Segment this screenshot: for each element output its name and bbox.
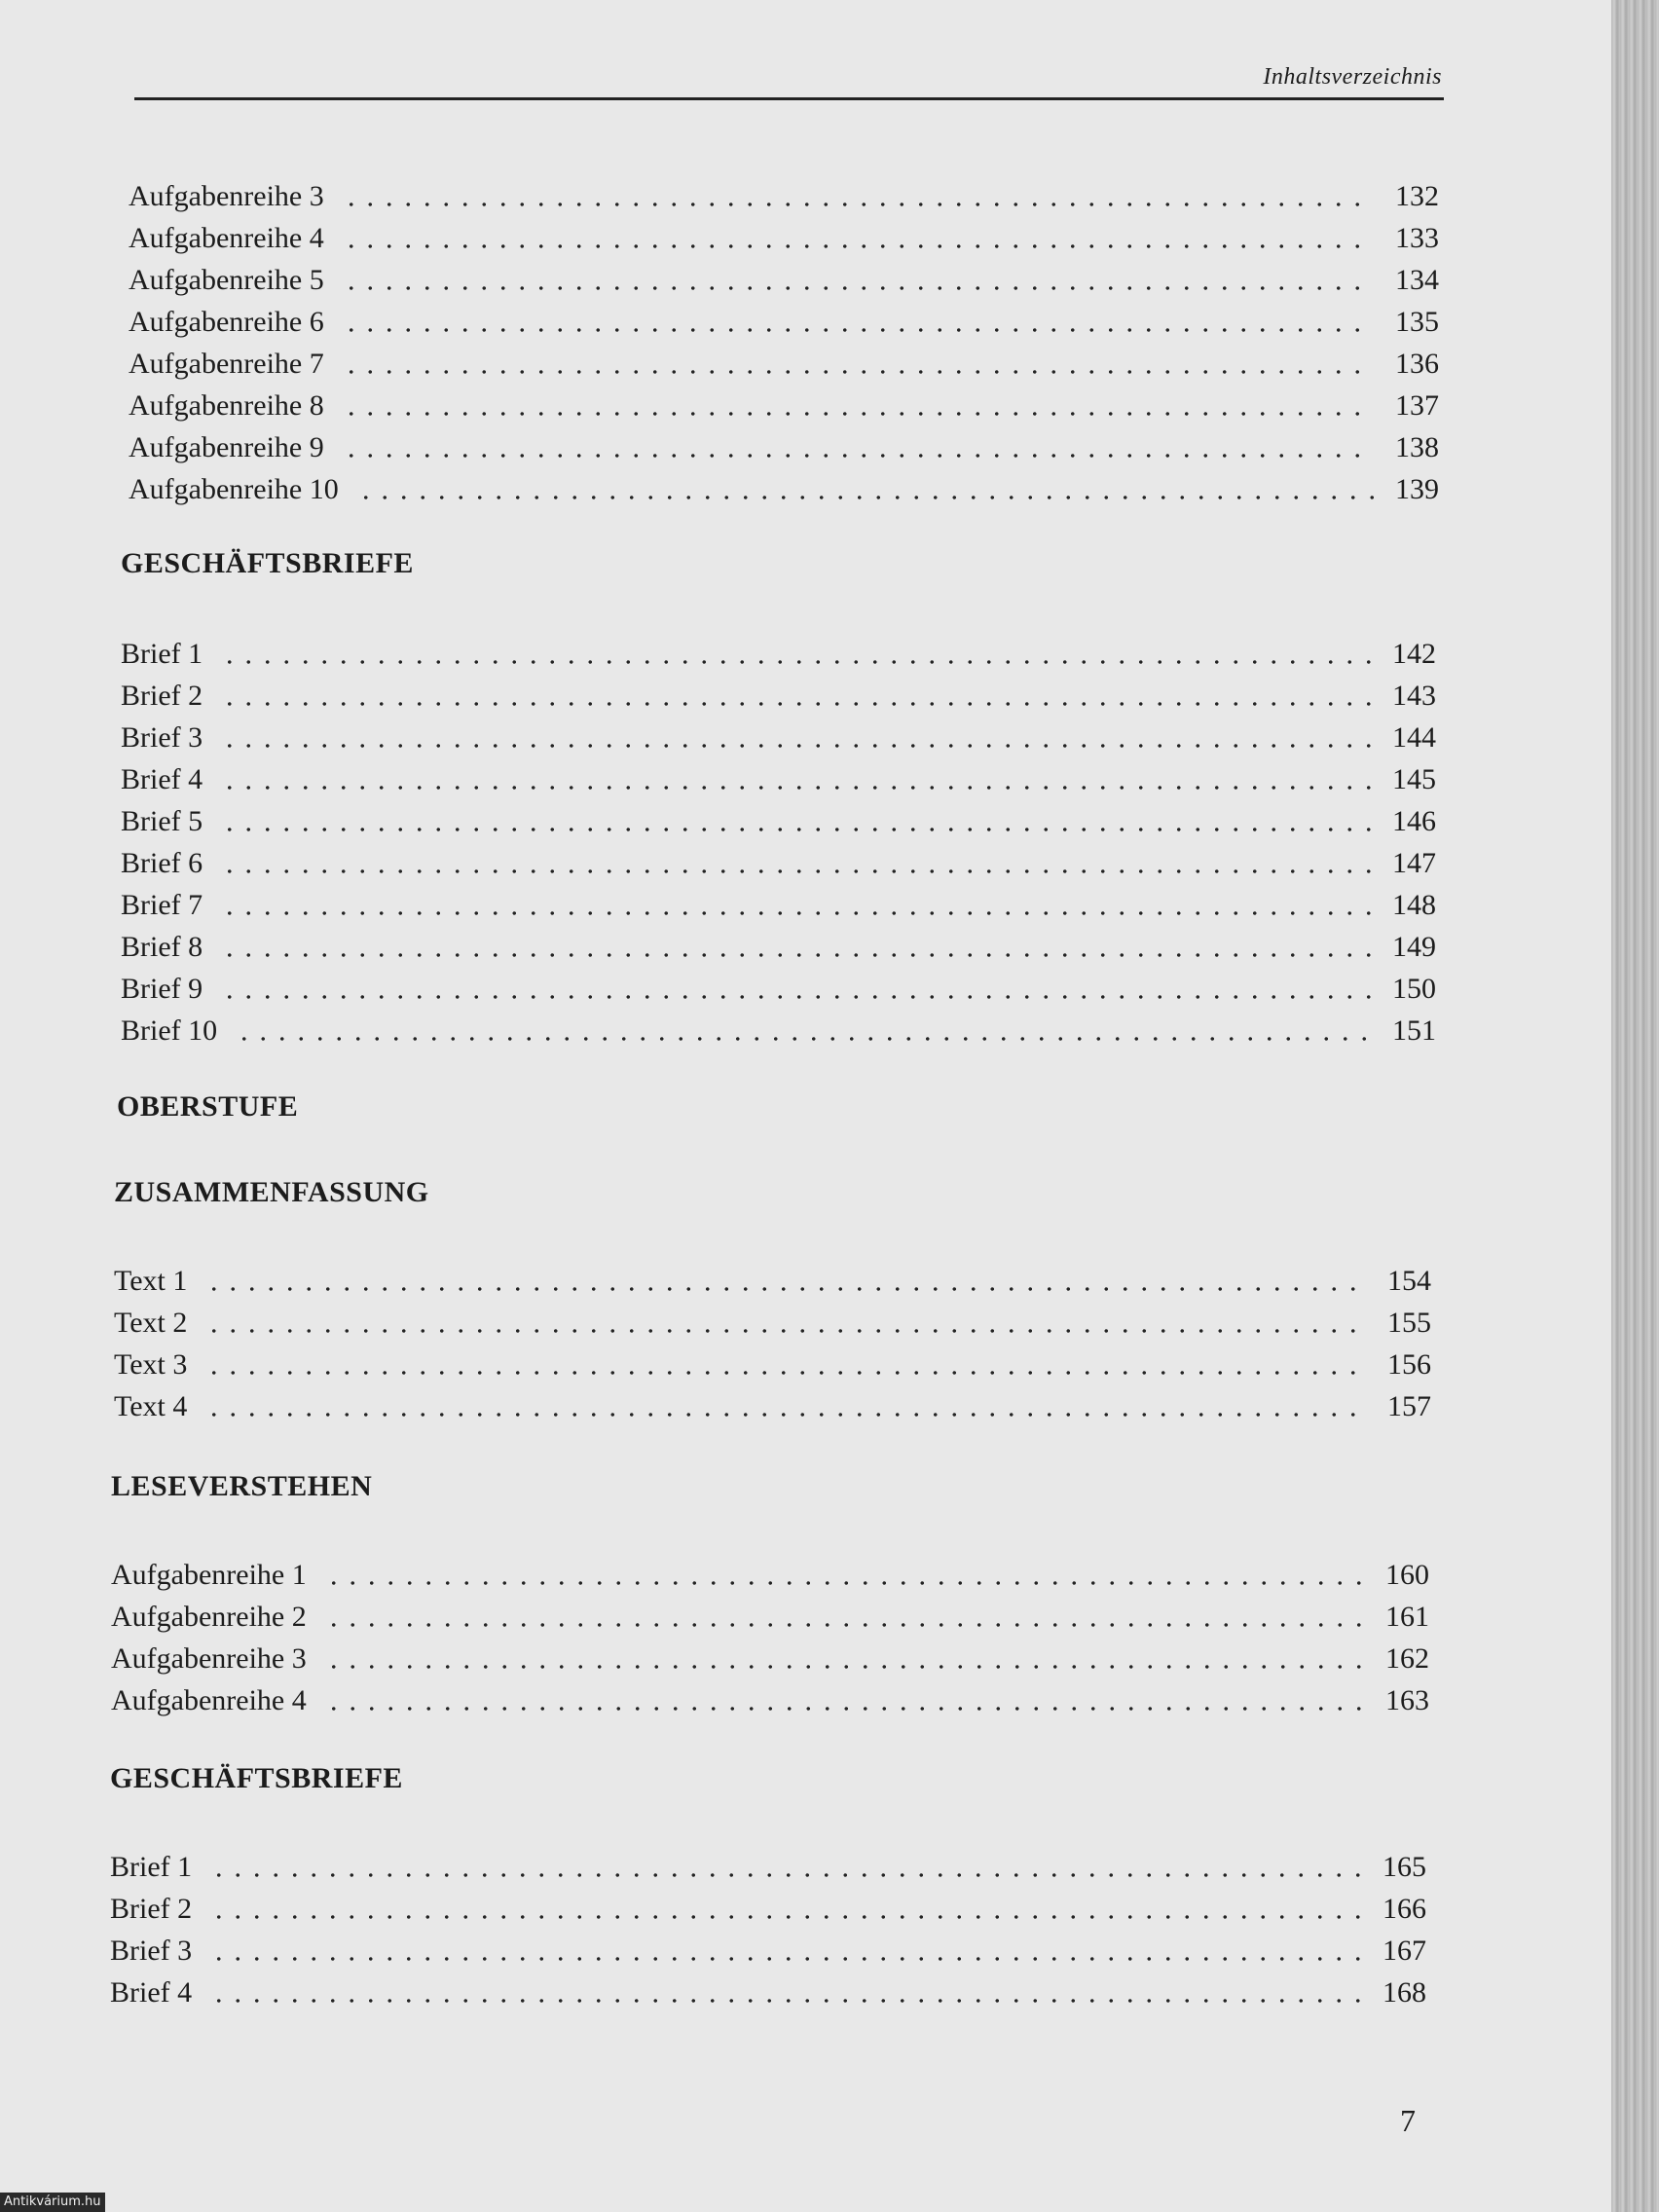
section-heading: GESCHÄFTSBRIEFE [110,1762,403,1794]
dot-leader [204,1371,1367,1375]
toc-entry-page: 167 [1382,1935,1426,1967]
toc-entry-page: 149 [1392,931,1436,963]
toc-entry-label: Brief 4 [110,1976,193,2009]
dot-leader [220,911,1372,915]
toc-entry-page: 145 [1392,763,1436,795]
toc-entry [110,1846,1426,1889]
toc-entry [111,1638,1429,1680]
toc-entry-label: Aufgabenreihe 4 [111,1684,307,1716]
toc-entry [121,968,1436,1011]
toc-entry [121,675,1436,718]
toc-entry-label: Brief 7 [121,889,203,921]
dot-leader [342,412,1375,416]
dot-leader [235,1037,1372,1041]
toc-entry-page: 146 [1392,805,1436,837]
toc-entry-label: Brief 8 [121,931,203,963]
toc-entry [114,1385,1431,1428]
toc-entry [121,717,1436,759]
toc-entry-label: Aufgabenreihe 3 [111,1642,307,1675]
page-edge [1611,0,1659,2212]
toc-entry [129,217,1439,260]
toc-entry-page: 136 [1395,348,1439,380]
toc-entry-label: Brief 6 [121,847,203,879]
toc-entry [121,884,1436,927]
toc-entry [114,1344,1431,1386]
toc-entry [111,1554,1429,1597]
toc-entry-page: 143 [1392,680,1436,712]
header-title: Inhaltsverzeichnis [1263,64,1442,90]
toc-entry-page: 135 [1395,306,1439,338]
dot-leader [220,744,1372,748]
toc-entry-page: 160 [1385,1559,1429,1591]
toc-entry-page: 134 [1395,264,1439,296]
toc-entry-page: 161 [1385,1601,1429,1633]
dot-leader [209,1957,1362,1961]
dot-leader [342,370,1375,374]
toc-entry-label: Aufgabenreihe 10 [129,473,339,505]
dot-leader [342,328,1375,332]
toc-entry-page: 138 [1395,431,1439,463]
toc-entry [111,1679,1429,1722]
toc-entry-page: 142 [1392,638,1436,670]
toc-entry [121,758,1436,801]
toc-entry [129,301,1439,344]
dot-leader [220,786,1372,790]
toc-entry-label: Brief 4 [121,763,203,795]
toc-entry-page: 166 [1382,1893,1426,1925]
toc-entry-page: 132 [1395,180,1439,212]
toc-entry-label: Brief 3 [121,721,203,754]
toc-entry [110,1972,1426,2014]
dot-leader [342,203,1375,206]
dot-leader [324,1707,1365,1711]
toc-entry-page: 133 [1395,222,1439,254]
toc-entry [114,1302,1431,1345]
dot-leader [204,1329,1367,1333]
toc-entry [129,385,1439,427]
watermark-label: Antikvárium.hu [0,2193,105,2212]
page-number: 7 [1400,2103,1416,2138]
toc-entry-page: 148 [1392,889,1436,921]
toc-entry [129,175,1439,218]
toc-entry-label: Brief 2 [110,1893,193,1925]
toc-entry-label: Text 2 [114,1307,188,1339]
dot-leader [209,1915,1362,1919]
toc-entry [121,800,1436,843]
toc-entry-label: Brief 9 [121,973,203,1005]
toc-entry [110,1930,1426,1972]
toc-entry-label: Brief 1 [121,638,203,670]
toc-entry-label: Text 1 [114,1265,188,1297]
toc-entry-page: 147 [1392,847,1436,879]
toc-entry-label: Aufgabenreihe 9 [129,431,324,463]
toc-entry-page: 168 [1382,1976,1426,2009]
toc-entry-label: Brief 3 [110,1935,193,1967]
toc-entry-label: Aufgabenreihe 1 [111,1559,307,1591]
toc-entry [121,926,1436,969]
section-heading: GESCHÄFTSBRIEFE [121,547,414,579]
toc-entry-label: Brief 1 [110,1851,193,1883]
toc-entry-page: 162 [1385,1642,1429,1675]
toc-entry-label: Aufgabenreihe 7 [129,348,324,380]
dot-leader [342,244,1375,248]
toc-entry-page: 139 [1395,473,1439,505]
running-header [134,58,1444,100]
section-heading: OBERSTUFE [117,1090,299,1123]
section-heading: ZUSAMMENFASSUNG [114,1176,429,1208]
dot-leader [220,702,1372,706]
toc-entry [129,259,1439,302]
dot-leader [220,995,1372,999]
toc-entry-page: 165 [1382,1851,1426,1883]
toc-entry [129,343,1439,386]
toc-entry-page: 154 [1387,1265,1431,1297]
dot-leader [204,1413,1367,1417]
toc-entry [110,1888,1426,1931]
toc-entry [129,468,1439,511]
toc-entry [121,842,1436,885]
toc-entry-label: Aufgabenreihe 2 [111,1601,307,1633]
toc-entry-label: Aufgabenreihe 8 [129,389,324,422]
dot-leader [220,869,1372,873]
dot-leader [204,1287,1367,1291]
toc-entry-page: 163 [1385,1684,1429,1716]
toc-entry-label: Text 4 [114,1390,188,1422]
toc-entry [111,1596,1429,1639]
toc-entry-label: Aufgabenreihe 5 [129,264,324,296]
toc-entry [121,1010,1436,1052]
toc-entry-label: Brief 5 [121,805,203,837]
toc-entry-page: 137 [1395,389,1439,422]
toc-entry-page: 150 [1392,973,1436,1005]
toc-entry [114,1260,1431,1303]
dot-leader [220,828,1372,831]
dot-leader [220,660,1372,664]
toc-entry-page: 151 [1392,1014,1436,1047]
dot-leader [324,1665,1365,1669]
dot-leader [324,1581,1365,1585]
toc-entry-label: Aufgabenreihe 6 [129,306,324,338]
toc-entry [129,426,1439,469]
toc-entry-label: Brief 10 [121,1014,218,1047]
toc-entry [121,633,1436,676]
toc-entry-label: Text 3 [114,1348,188,1381]
section-heading: LESEVERSTEHEN [111,1470,373,1502]
dot-leader [209,1873,1362,1877]
dot-leader [342,286,1375,290]
dot-leader [209,1999,1362,2003]
toc-entry-label: Aufgabenreihe 3 [129,180,324,212]
dot-leader [220,953,1372,957]
toc-entry-page: 156 [1387,1348,1431,1381]
dot-leader [356,496,1375,499]
toc-entry-page: 157 [1387,1390,1431,1422]
dot-leader [324,1623,1365,1627]
toc-entry-label: Brief 2 [121,680,203,712]
dot-leader [342,454,1375,458]
toc-entry-page: 144 [1392,721,1436,754]
toc-entry-page: 155 [1387,1307,1431,1339]
toc-entry-label: Aufgabenreihe 4 [129,222,324,254]
